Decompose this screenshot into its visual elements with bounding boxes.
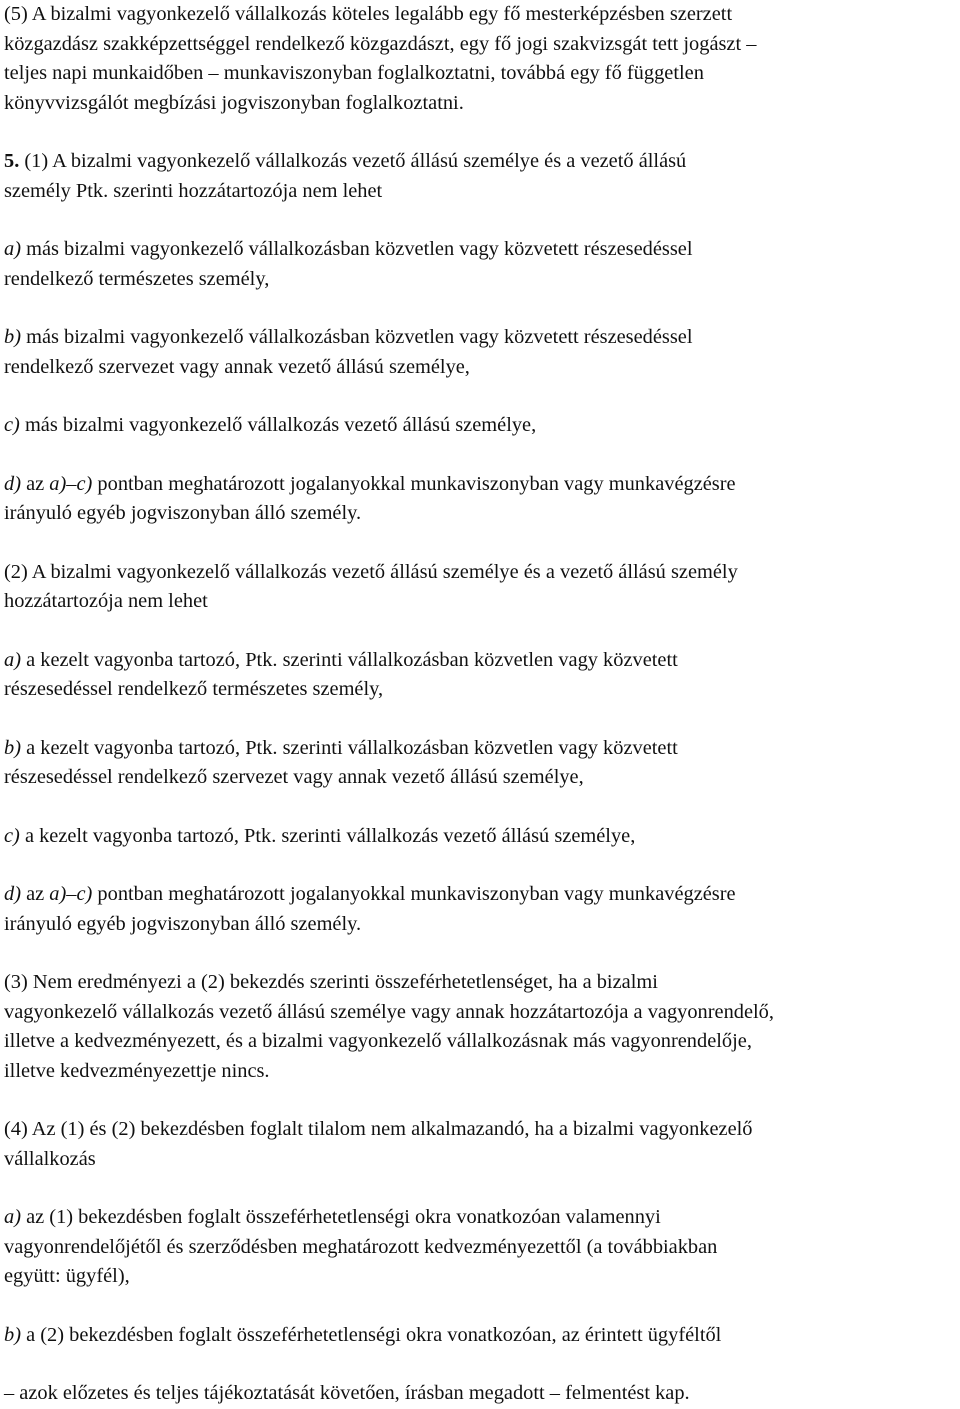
point-label: d) xyxy=(4,472,21,495)
point-label: c) xyxy=(4,414,20,436)
text-line: (3) Nem eredményezi a (2) bekezdés szerinti összeférhetetlenséget, ha a bizalmi xyxy=(4,971,658,993)
text-span: más bizalmi vagyonkezelő vállalkozásban közvetlen vagy közvetett részesedéssel xyxy=(21,238,693,260)
point-label: b) xyxy=(4,1323,21,1346)
paragraph-3 xyxy=(4,968,960,1086)
paragraph-5 xyxy=(4,0,960,118)
text-span: a kezelt vagyonba tartozó, Ptk. szerinti vállalkozás vezető állású személye, xyxy=(19,824,636,847)
text-line: együtt: ügyfél), xyxy=(4,1265,130,1287)
text-line: részesedéssel rendelkező természetes személy, xyxy=(4,678,384,700)
text-line xyxy=(4,880,960,910)
text-line xyxy=(4,646,960,676)
paragraph-4 xyxy=(4,1115,960,1174)
point-1c xyxy=(4,411,960,441)
text-line xyxy=(4,323,960,353)
point-label: a) xyxy=(4,1206,21,1228)
point-label: a) xyxy=(4,648,21,671)
point-label: b) xyxy=(4,736,21,759)
closing-clause xyxy=(4,1379,960,1409)
text-line: hozzátartozója nem lehet xyxy=(4,590,208,612)
text-line: illetve kedvezményezettje nincs. xyxy=(4,1059,270,1082)
text-span: pontban meghatározott jogalanyokkal munkaviszonyban vagy munkavégzésre xyxy=(92,883,736,905)
point-2b xyxy=(4,734,960,793)
text-span: (1) A bizalmi vagyonkezelő vállalkozás vezető állású személye és a vezető állású xyxy=(19,150,687,172)
text-line: könyvvizsgálót megbízási jogviszonyban foglalkoztatni. xyxy=(4,91,464,114)
text-line: vagyonkezelő vállalkozás vezető állású személye vagy annak hozzátartozója a vagyonrendelő, xyxy=(4,1000,774,1023)
section-5-paragraph-1 xyxy=(4,147,960,206)
point-label: c) xyxy=(4,824,20,847)
point-2d xyxy=(4,880,960,939)
text-span: az xyxy=(21,883,50,905)
text-line xyxy=(4,1203,960,1233)
text-line xyxy=(4,470,960,500)
point-1b xyxy=(4,323,960,382)
text-line xyxy=(4,1321,960,1351)
text-line: rendelkező szervezet vagy annak vezető állású személye, xyxy=(4,355,470,378)
text-span: a (2) bekezdésben foglalt összeférhetetlenségi okra vonatkozóan, az érintett ügyféltől xyxy=(21,1323,722,1346)
text-line: irányuló egyéb jogviszonyban álló személy. xyxy=(4,502,362,524)
text-line: (4) Az (1) és (2) bekezdésben foglalt tilalom nem alkalmazandó, ha a bizalmi vagyonkezelő xyxy=(4,1118,753,1140)
text-span: az (1) bekezdésben foglalt összeférhetetlenségi okra vonatkozóan valamennyi xyxy=(21,1206,661,1228)
point-1d xyxy=(4,470,960,529)
text-line xyxy=(4,147,960,177)
text-span: pontban meghatározott jogalanyokkal munkaviszonyban vagy munkavégzésre xyxy=(92,472,736,495)
text-span: a kezelt vagyonba tartozó, Ptk. szerinti vállalkozásban közvetlen vagy közvetett xyxy=(21,648,678,671)
point-label: d) xyxy=(4,883,21,905)
text-line: vagyonrendelőjétől és szerződésben meghatározott kedvezményezettől (a továbbiakban xyxy=(4,1235,718,1258)
text-span: más bizalmi vagyonkezelő vállalkozás vezető állású személye, xyxy=(19,414,537,436)
text-line: illetve a kedvezményezett, és a bizalmi vagyonkezelő vállalkozásnak más vagyonrendelője, xyxy=(4,1030,752,1052)
point-4b xyxy=(4,1321,960,1351)
text-line: (2) A bizalmi vagyonkezelő vállalkozás vezető állású személye és a vezető állású személy xyxy=(4,560,738,583)
point-4a xyxy=(4,1203,960,1292)
paragraph-2 xyxy=(4,558,960,617)
text-line: – azok előzetes és teljes tájékoztatását követően, írásban megadott – felmentést kap. xyxy=(4,1382,690,1404)
text-line: részesedéssel rendelkező szervezet vagy annak vezető állású személye, xyxy=(4,766,584,788)
text-line: közgazdász szakképzettséggel rendelkező közgazdászt, egy fő jogi szakvizsgát tett jogászt – xyxy=(4,32,757,55)
text-line: (5) A bizalmi vagyonkezelő vállalkozás köteles legalább egy fő mesterképzésben szerzett xyxy=(4,3,733,25)
text-line: irányuló egyéb jogviszonyban álló személy. xyxy=(4,912,362,935)
point-label: b) xyxy=(4,326,21,348)
text-span: az xyxy=(21,472,50,495)
point-label: a) xyxy=(4,238,21,260)
point-1a xyxy=(4,235,960,294)
text-line: vállalkozás xyxy=(4,1147,96,1170)
point-2c xyxy=(4,822,960,852)
text-line: személy Ptk. szerinti hozzátartozója nem lehet xyxy=(4,179,383,202)
point-reference: a)–c) xyxy=(49,883,93,905)
point-reference: a)–c) xyxy=(49,472,93,495)
section-number: 5. xyxy=(4,150,20,172)
text-span: más bizalmi vagyonkezelő vállalkozásban közvetlen vagy közvetett részesedéssel xyxy=(21,326,693,348)
text-line: teljes napi munkaidőben – munkaviszonyban foglalkoztatni, továbbá egy fő független xyxy=(4,62,704,84)
text-line xyxy=(4,411,960,441)
text-line xyxy=(4,235,960,265)
text-span: a kezelt vagyonba tartozó, Ptk. szerinti vállalkozásban közvetlen vagy közvetett xyxy=(21,736,678,759)
text-line xyxy=(4,822,960,852)
point-2a xyxy=(4,646,960,705)
text-line xyxy=(4,734,960,764)
text-line: rendelkező természetes személy, xyxy=(4,267,270,290)
